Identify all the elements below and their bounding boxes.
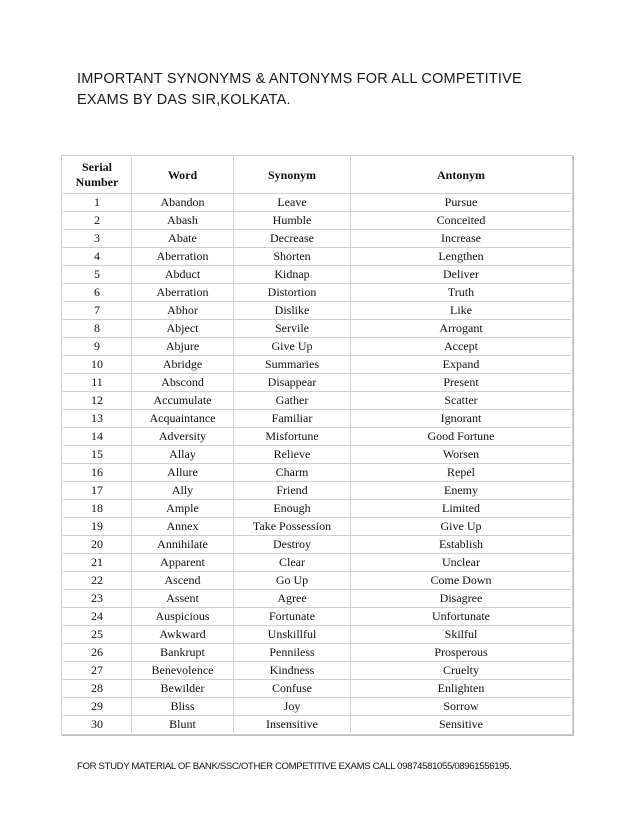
header-synonym: Synonym (234, 157, 351, 194)
cell-synonym: Dislike (234, 302, 351, 320)
cell-word: Abate (132, 230, 234, 248)
cell-word: Aberration (132, 284, 234, 302)
cell-word: Bankrupt (132, 644, 234, 662)
cell-synonym: Agree (234, 590, 351, 608)
cell-antonym: Repel (351, 464, 571, 482)
table-row (63, 248, 571, 266)
cell-serial-number: 13 (63, 410, 132, 428)
table-row (63, 698, 571, 716)
cell-word: Ample (132, 500, 234, 518)
cell-word: Abjure (132, 338, 234, 356)
cell-synonym: Humble (234, 212, 351, 230)
cell-synonym: Joy (234, 698, 351, 716)
cell-serial-number: 6 (63, 284, 132, 302)
table-row (63, 212, 571, 230)
cell-serial-number: 16 (63, 464, 132, 482)
header-serial-line-2: Number (75, 175, 119, 189)
cell-antonym: Ignorant (351, 410, 571, 428)
cell-synonym: Confuse (234, 680, 351, 698)
cell-antonym: Scatter (351, 392, 571, 410)
cell-synonym: Decrease (234, 230, 351, 248)
table-row (63, 392, 571, 410)
cell-antonym: Truth (351, 284, 571, 302)
header-word: Word (132, 157, 234, 194)
cell-word: Ascend (132, 572, 234, 590)
table-row (63, 716, 571, 733)
table-row (63, 482, 571, 500)
cell-word: Apparent (132, 554, 234, 572)
cell-antonym: Enemy (351, 482, 571, 500)
cell-synonym: Servile (234, 320, 351, 338)
cell-word: Annex (132, 518, 234, 536)
title-line-2: EXAMS BY DAS SIR,KOLKATA. (77, 92, 291, 108)
table-row (63, 374, 571, 392)
cell-word: Abject (132, 320, 234, 338)
header-serial-number (63, 157, 132, 194)
cell-antonym: Unfortunate (351, 608, 571, 626)
cell-serial-number: 24 (63, 608, 132, 626)
cell-synonym: Insensitive (234, 716, 351, 733)
cell-antonym: Skilful (351, 626, 571, 644)
table-row (63, 356, 571, 374)
table-row (63, 428, 571, 446)
cell-synonym: Destroy (234, 536, 351, 554)
cell-synonym: Kindness (234, 662, 351, 680)
cell-antonym: Limited (351, 500, 571, 518)
footer-contact-note: FOR STUDY MATERIAL OF BANK/SSC/OTHER COMPETITIVE EXAMS CALL 09874581055/08961556195. (77, 761, 512, 772)
table-row (63, 644, 571, 662)
cell-word: Assent (132, 590, 234, 608)
cell-serial-number: 10 (63, 356, 132, 374)
synonyms-antonyms-table (63, 157, 571, 733)
cell-serial-number: 28 (63, 680, 132, 698)
table-row (63, 662, 571, 680)
cell-word: Bliss (132, 698, 234, 716)
cell-serial-number: 12 (63, 392, 132, 410)
table-row (63, 194, 571, 212)
cell-serial-number: 30 (63, 716, 132, 733)
cell-synonym: Leave (234, 194, 351, 212)
cell-serial-number: 14 (63, 428, 132, 446)
page-title (77, 69, 597, 111)
cell-synonym: Penniless (234, 644, 351, 662)
cell-serial-number: 5 (63, 266, 132, 284)
cell-antonym: Present (351, 374, 571, 392)
table-row (63, 626, 571, 644)
table-row (63, 500, 571, 518)
cell-synonym: Unskillful (234, 626, 351, 644)
cell-synonym: Relieve (234, 446, 351, 464)
cell-synonym: Friend (234, 482, 351, 500)
cell-antonym: Sensitive (439, 717, 483, 731)
cell-word: Benevolence (132, 662, 234, 680)
cell-word: Awkward (132, 626, 234, 644)
cell-word: Allay (132, 446, 234, 464)
cell-antonym: Unclear (351, 554, 571, 572)
cell-serial-number: 26 (63, 644, 132, 662)
table-row (63, 446, 571, 464)
table-row (63, 464, 571, 482)
cell-word: Acquaintance (132, 410, 234, 428)
cell-serial-number: 25 (63, 626, 132, 644)
cell-serial-number: 29 (63, 698, 132, 716)
cell-word: Annihilate (132, 536, 234, 554)
cell-antonym: Worsen (351, 446, 571, 464)
table-row (63, 554, 571, 572)
cell-antonym: Arrogant (351, 320, 571, 338)
cell-antonym: Pursue (351, 194, 571, 212)
header-antonym: Antonym (351, 157, 571, 194)
cell-serial-number: 20 (63, 536, 132, 554)
cell-serial-number: 8 (63, 320, 132, 338)
cell-antonym: Accept (351, 338, 571, 356)
cell-synonym: Go Up (234, 572, 351, 590)
cell-serial-number: 17 (63, 482, 132, 500)
cell-antonym: Good Fortune (351, 428, 571, 446)
cell-word: Abscond (132, 374, 234, 392)
cell-word: Abhor (132, 302, 234, 320)
cell-serial-number: 19 (63, 518, 132, 536)
cell-serial-number: 4 (63, 248, 132, 266)
cell-serial-number: 7 (63, 302, 132, 320)
table-row (63, 320, 571, 338)
table-row (63, 284, 571, 302)
table-row (63, 302, 571, 320)
cell-serial-number: 18 (63, 500, 132, 518)
table-row (63, 590, 571, 608)
synonyms-antonyms-table-container (61, 155, 573, 735)
cell-antonym: Cruelty (351, 662, 571, 680)
table-row (63, 572, 571, 590)
cell-antonym: Like (351, 302, 571, 320)
cell-word: Ally (132, 482, 234, 500)
table-row (63, 536, 571, 554)
table-row (63, 266, 571, 284)
cell-antonym: Prosperous (351, 644, 571, 662)
cell-antonym: Expand (351, 356, 571, 374)
cell-word: Abash (132, 212, 234, 230)
cell-synonym: Gather (234, 392, 351, 410)
cell-serial-number: 3 (63, 230, 132, 248)
cell-antonym: Come Down (351, 572, 571, 590)
cell-synonym: Take Possession (234, 518, 351, 536)
cell-antonym: Establish (351, 536, 571, 554)
cell-synonym: Shorten (234, 248, 351, 266)
cell-antonym: Sorrow (351, 698, 571, 716)
cell-word: Accumulate (132, 392, 234, 410)
cell-serial-number: 15 (63, 446, 132, 464)
cell-antonym: Enlighten (351, 680, 571, 698)
table-row (63, 410, 571, 428)
table-row (63, 518, 571, 536)
cell-serial-number: 1 (63, 194, 132, 212)
cell-word: Allure (132, 464, 234, 482)
cell-serial-number: 9 (63, 338, 132, 356)
cell-synonym: Distortion (234, 284, 351, 302)
cell-synonym: Charm (234, 464, 351, 482)
table-row (63, 608, 571, 626)
cell-synonym: Familiar (234, 410, 351, 428)
cell-word: Abandon (132, 194, 234, 212)
cell-serial-number: 22 (63, 572, 132, 590)
cell-serial-number: 2 (63, 212, 132, 230)
cell-synonym: Summaries (234, 356, 351, 374)
cell-serial-number: 27 (63, 662, 132, 680)
cell-word: Bewilder (132, 680, 234, 698)
table-row (63, 230, 571, 248)
table-row (63, 338, 571, 356)
title-line-1: IMPORTANT SYNONYMS & ANTONYMS FOR ALL COMPETITIVE (77, 71, 522, 87)
cell-antonym: Give Up (351, 518, 571, 536)
cell-word: Auspicious (132, 608, 234, 626)
cell-word: Abridge (132, 356, 234, 374)
table-row (63, 680, 571, 698)
cell-synonym: Clear (234, 554, 351, 572)
cell-antonym: Lengthen (351, 248, 571, 266)
cell-word: Aberration (132, 248, 234, 266)
cell-antonym: Increase (351, 230, 571, 248)
cell-word: Adversity (132, 428, 234, 446)
cell-synonym: Kidnap (234, 266, 351, 284)
cell-word: Blunt (132, 716, 234, 733)
cell-antonym: Conceited (351, 212, 571, 230)
header-serial-line-1: Serial (82, 160, 112, 174)
cell-antonym: Disagree (351, 590, 571, 608)
cell-antonym: Deliver (351, 266, 571, 284)
cell-synonym: Enough (234, 500, 351, 518)
cell-serial-number: 21 (63, 554, 132, 572)
cell-synonym: Give Up (234, 338, 351, 356)
cell-word: Abduct (132, 266, 234, 284)
cell-synonym: Misfortune (234, 428, 351, 446)
cell-serial-number: 23 (63, 590, 132, 608)
cell-synonym: Disappear (234, 374, 351, 392)
table-header-row (63, 157, 571, 194)
cell-serial-number: 11 (63, 374, 132, 392)
cell-synonym: Fortunate (234, 608, 351, 626)
table-body (63, 194, 571, 733)
